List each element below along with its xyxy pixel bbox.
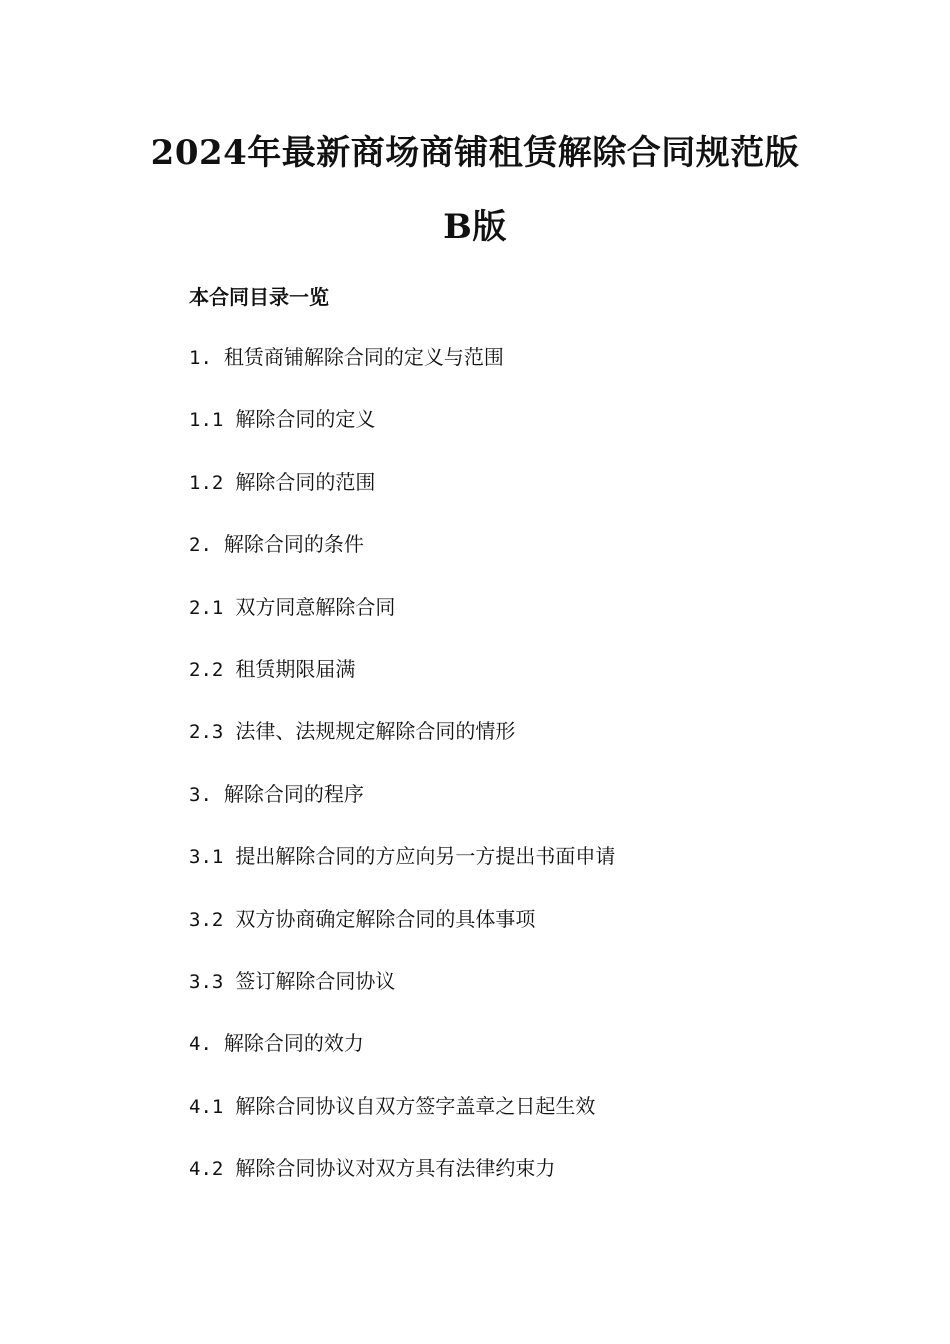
toc-item (189, 967, 829, 1029)
toc-heading: 本合同目录一览 (189, 285, 329, 309)
toc-item-text: 解除合同的效力 (223, 1031, 364, 1056)
toc-item (189, 717, 829, 779)
toc-item-text: 解除合同的程序 (223, 781, 364, 806)
toc-item-number: 3.2 (189, 908, 224, 931)
toc-item-text: 法律、法规规定解除合同的情形 (235, 719, 516, 744)
toc-item (189, 530, 829, 592)
toc-item-number: 2.2 (189, 658, 224, 681)
toc-item-number: 2.1 (189, 596, 224, 619)
toc-item (189, 780, 829, 842)
toc-item-text: 解除合同协议对双方具有法律约束力 (235, 1156, 556, 1181)
document-title-line-2: B版 (443, 207, 507, 247)
table-of-contents (189, 343, 829, 1216)
toc-item-number: 4. (189, 1033, 212, 1056)
toc-item-text: 解除合同的定义 (235, 407, 376, 432)
toc-item-text: 解除合同协议自双方签字盖章之日起生效 (235, 1093, 596, 1118)
toc-item (189, 842, 829, 904)
toc-item (189, 468, 829, 530)
toc-item (189, 593, 829, 655)
toc-item-number: 4.1 (189, 1095, 224, 1118)
toc-item-number: 1.1 (189, 409, 224, 432)
toc-item-text: 签订解除合同协议 (235, 968, 396, 993)
toc-item-text: 解除合同的条件 (223, 532, 364, 557)
toc-item-number: 4.2 (189, 1158, 224, 1181)
toc-item-number: 1.2 (189, 471, 224, 494)
toc-item-text: 提出解除合同的方应向另一方提出书面申请 (235, 844, 616, 869)
toc-item-text: 双方同意解除合同 (235, 594, 396, 619)
toc-item-number: 3.1 (189, 846, 224, 869)
toc-item-number: 1. (189, 347, 212, 369)
toc-item (189, 655, 829, 717)
toc-item (189, 1029, 829, 1091)
toc-item-text: 双方协商确定解除合同的具体事项 (235, 906, 536, 931)
toc-item-number: 2.3 (189, 721, 224, 744)
toc-item (189, 343, 829, 405)
toc-item (189, 1092, 829, 1154)
toc-item-number: 3.3 (189, 970, 224, 993)
toc-item-text: 解除合同的范围 (235, 469, 376, 494)
toc-item-text: 租赁期限届满 (235, 656, 356, 681)
toc-item (189, 905, 829, 967)
toc-item-number: 3. (189, 783, 212, 806)
toc-item (189, 1154, 829, 1216)
toc-item-text: 租赁商铺解除合同的定义与范围 (223, 345, 504, 369)
document-title-line-1: 2024年最新商场商铺租赁解除合同规范版 (150, 133, 800, 173)
toc-item-number: 2. (189, 534, 212, 557)
toc-item (189, 405, 829, 467)
